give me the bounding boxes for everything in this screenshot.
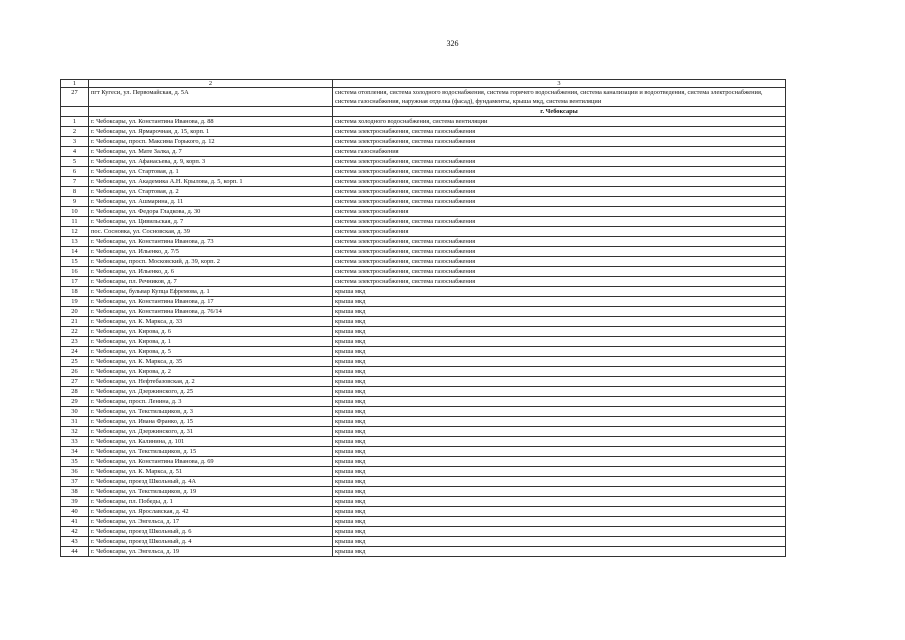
row-work: система электроснабжения, система газоснабжения	[333, 217, 786, 227]
row-work: крыша мкд	[333, 407, 786, 417]
row-address: г. Чебоксары, ул. Дзержинского, д. 31	[89, 427, 333, 437]
row-number: 35	[61, 457, 89, 467]
row-work: крыша мкд	[333, 527, 786, 537]
row-work: крыша мкд	[333, 317, 786, 327]
row-number: 18	[61, 287, 89, 297]
city-title: г. Чебоксары	[333, 107, 786, 117]
row-address: г. Чебоксары, ул. Мате Залка, д. 7	[89, 147, 333, 157]
row-address: г. Чебоксары, ул. Константина Иванова, д. 88	[89, 117, 333, 127]
table-row	[61, 157, 786, 167]
row-number: 27	[61, 377, 89, 387]
row-number: 5	[61, 157, 89, 167]
row-address: г. Чебоксары, ул. Ивана Франко, д. 15	[89, 417, 333, 427]
row-work: система холодного водоснабжения, система вентиляции	[333, 117, 786, 127]
row-address: г. Чебоксары, ул. Цивильская, д. 7	[89, 217, 333, 227]
table-row	[61, 217, 786, 227]
table-row	[61, 527, 786, 537]
row-number: 30	[61, 407, 89, 417]
row-number: 1	[61, 117, 89, 127]
table-row	[61, 277, 786, 287]
row-number: 2	[61, 127, 89, 137]
row-work: крыша мкд	[333, 497, 786, 507]
row-address: г. Чебоксары, ул. Ильенко, д. 6	[89, 267, 333, 277]
row-work: система электроснабжения, система газоснабжения	[333, 187, 786, 197]
table-row	[61, 467, 786, 477]
table-row	[61, 197, 786, 207]
row-work: крыша мкд	[333, 367, 786, 377]
row-number: 16	[61, 267, 89, 277]
table-row	[61, 317, 786, 327]
row-address: г. Чебоксары, ул. Энгельса, д. 19	[89, 547, 333, 557]
row-address: г. Чебоксары, ул. Ильенко, д. 7/5	[89, 247, 333, 257]
row-address: г. Чебоксары, ул. К. Маркса, д. 51	[89, 467, 333, 477]
row-address: г. Чебоксары, ул. Ярмарочная, д. 15, корп. 1	[89, 127, 333, 137]
table-row	[61, 517, 786, 527]
row-address: г. Чебоксары, ул. Константина Иванова, д. 76/14	[89, 307, 333, 317]
table-row	[61, 417, 786, 427]
row-work: крыша мкд	[333, 477, 786, 487]
row-address: г. Чебоксары, ул. Кирова, д. 1	[89, 337, 333, 347]
row-address: г. Чебоксары, просп. Московский, д. 39, корп. 2	[89, 257, 333, 267]
row-work: система электроснабжения, система газоснабжения	[333, 257, 786, 267]
row-number: 42	[61, 527, 89, 537]
row-work: крыша мкд	[333, 337, 786, 347]
row-number: 39	[61, 497, 89, 507]
row-number: 27	[61, 88, 89, 107]
row-address: г. Чебоксары, ул. Федора Гладкова, д. 30	[89, 207, 333, 217]
table-row	[61, 237, 786, 247]
row-work: крыша мкд	[333, 307, 786, 317]
row-work: система электроснабжения, система газоснабжения	[333, 177, 786, 187]
row-work: система газоснабжения	[333, 147, 786, 157]
row-number: 41	[61, 517, 89, 527]
row-work: крыша мкд	[333, 297, 786, 307]
table-row	[61, 427, 786, 437]
table-row	[61, 487, 786, 497]
row-number: 32	[61, 427, 89, 437]
table-row	[61, 437, 786, 447]
row-work: система электроснабжения, система газоснабжения	[333, 277, 786, 287]
row-work: крыша мкд	[333, 377, 786, 387]
table-row	[61, 457, 786, 467]
row-work: крыша мкд	[333, 507, 786, 517]
row-work: система электроснабжения, система газоснабжения	[333, 167, 786, 177]
row-address: г. Чебоксары, ул. Константина Иванова, д. 73	[89, 237, 333, 247]
row-work: система электроснабжения, система газоснабжения	[333, 127, 786, 137]
row-address: г. Чебоксары, ул. К. Маркса, д. 33	[89, 317, 333, 327]
city-section-row	[61, 107, 786, 117]
row-number: 7	[61, 177, 89, 187]
row-address: г. Чебоксары, проезд Школьный, д. 4А	[89, 477, 333, 487]
table-row	[61, 537, 786, 547]
row-number: 22	[61, 327, 89, 337]
row-number: 15	[61, 257, 89, 267]
row-number: 24	[61, 347, 89, 357]
table-row-kugesi	[61, 88, 786, 107]
row-work: крыша мкд	[333, 287, 786, 297]
page-number: 326	[446, 39, 459, 48]
table-row	[61, 207, 786, 217]
table-row	[61, 137, 786, 147]
row-address: г. Чебоксары, просп. Ленина, д. 3	[89, 397, 333, 407]
row-address: пос. Сосновка, ул. Сосновская, д. 39	[89, 227, 333, 237]
row-work: крыша мкд	[333, 467, 786, 477]
column-number-2: 2	[89, 80, 333, 88]
row-address: г. Чебоксары, ул. Дзержинского, д. 25	[89, 387, 333, 397]
row-work: крыша мкд	[333, 547, 786, 557]
row-work: крыша мкд	[333, 447, 786, 457]
table-row	[61, 477, 786, 487]
row-address: г. Чебоксары, ул. Константина Иванова, д. 17	[89, 297, 333, 307]
table-row	[61, 127, 786, 137]
table-row	[61, 347, 786, 357]
row-number: 37	[61, 477, 89, 487]
row-number: 33	[61, 437, 89, 447]
row-number: 28	[61, 387, 89, 397]
city-blank-cell	[61, 107, 89, 117]
row-work: система электроснабжения, система газоснабжения	[333, 137, 786, 147]
table-row	[61, 167, 786, 177]
table-row	[61, 147, 786, 157]
table-row	[61, 297, 786, 307]
row-address: г. Чебоксары, ул. Нефтебазовская, д. 2	[89, 377, 333, 387]
row-work: крыша мкд	[333, 327, 786, 337]
row-number: 38	[61, 487, 89, 497]
row-number: 40	[61, 507, 89, 517]
table-row	[61, 507, 786, 517]
row-work: система электроснабжения	[333, 207, 786, 217]
table-row	[61, 117, 786, 127]
table-row	[61, 397, 786, 407]
row-address: г. Чебоксары, просп. Максима Горького, д. 12	[89, 137, 333, 147]
row-number: 14	[61, 247, 89, 257]
column-number-row	[61, 80, 786, 88]
repair-schedule-table	[60, 79, 786, 557]
table-row	[61, 357, 786, 367]
row-address: г. Чебоксары, пл. Речников, д. 7	[89, 277, 333, 287]
row-number: 25	[61, 357, 89, 367]
row-address: г. Чебоксары, ул. Афанасьева, д. 9, корп. 3	[89, 157, 333, 167]
table-row	[61, 227, 786, 237]
row-number: 8	[61, 187, 89, 197]
column-number-1: 1	[61, 80, 89, 88]
row-work: крыша мкд	[333, 427, 786, 437]
row-number: 44	[61, 547, 89, 557]
row-work: крыша мкд	[333, 437, 786, 447]
row-address: г. Чебоксары, ул. Академика А.Н. Крылова, д. 5, корп. 1	[89, 177, 333, 187]
row-address: г. Чебоксары, ул. Константина Иванова, д. 69	[89, 457, 333, 467]
row-work: крыша мкд	[333, 387, 786, 397]
table-row	[61, 187, 786, 197]
row-number: 20	[61, 307, 89, 317]
row-address: г. Чебоксары, бульвар Купца Ефремова, д. 1	[89, 287, 333, 297]
row-number: 13	[61, 237, 89, 247]
row-address: г. Чебоксары, ул. Ярославская, д. 42	[89, 507, 333, 517]
row-number: 21	[61, 317, 89, 327]
table-row	[61, 337, 786, 347]
row-work: крыша мкд	[333, 517, 786, 527]
row-number: 34	[61, 447, 89, 457]
row-address: г. Чебоксары, ул. Энгельса, д. 17	[89, 517, 333, 527]
row-address: г. Чебоксары, ул. Калинина, д. 101	[89, 437, 333, 447]
row-address: пгт Кугеси, ул. Первомайская, д. 5А	[89, 88, 333, 107]
table-row	[61, 497, 786, 507]
row-number: 29	[61, 397, 89, 407]
row-number: 23	[61, 337, 89, 347]
row-number: 43	[61, 537, 89, 547]
row-number: 3	[61, 137, 89, 147]
row-work: система электроснабжения, система газоснабжения	[333, 197, 786, 207]
row-work: крыша мкд	[333, 487, 786, 497]
row-number: 26	[61, 367, 89, 377]
table-row	[61, 287, 786, 297]
table-row	[61, 247, 786, 257]
table-row	[61, 387, 786, 397]
table-row	[61, 377, 786, 387]
row-work: система электроснабжения	[333, 227, 786, 237]
row-number: 9	[61, 197, 89, 207]
row-number: 11	[61, 217, 89, 227]
row-work: система электроснабжения, система газоснабжения	[333, 247, 786, 257]
row-number: 4	[61, 147, 89, 157]
row-address: г. Чебоксары, ул. Ашмарина, д. 11	[89, 197, 333, 207]
table-row	[61, 267, 786, 277]
table-row	[61, 367, 786, 377]
row-number: 19	[61, 297, 89, 307]
row-work: крыша мкд	[333, 537, 786, 547]
row-address: г. Чебоксары, ул. Текстильщиков, д. 3	[89, 407, 333, 417]
row-address: г. Чебоксары, ул. Кирова, д. 6	[89, 327, 333, 337]
row-work: система электроснабжения, система газоснабжения	[333, 237, 786, 247]
row-work: крыша мкд	[333, 347, 786, 357]
table-row	[61, 257, 786, 267]
row-address: г. Чебоксары, пл. Победы, д. 1	[89, 497, 333, 507]
row-work: крыша мкд	[333, 457, 786, 467]
row-address: г. Чебоксары, проезд Школьный, д. 6	[89, 527, 333, 537]
row-address: г. Чебоксары, проезд Школьный, д. 4	[89, 537, 333, 547]
row-address: г. Чебоксары, ул. Текстильщиков, д. 15	[89, 447, 333, 457]
row-address: г. Чебоксары, ул. Стартовая, д. 2	[89, 187, 333, 197]
city-blank-cell	[89, 107, 333, 117]
row-work: система отопления, система холодного водоснабжения, система горячего водоснабжения, система канализации и водоотведения, система электроснабжения, система газоснабжения, наружная отделка (фасад), фундаменты, крыша мкд, система вентиляции	[333, 88, 786, 107]
row-work: крыша мкд	[333, 357, 786, 367]
row-address: г. Чебоксары, ул. Текстильщиков, д. 19	[89, 487, 333, 497]
table-row	[61, 407, 786, 417]
row-number: 31	[61, 417, 89, 427]
row-number: 17	[61, 277, 89, 287]
row-work: крыша мкд	[333, 417, 786, 427]
row-address: г. Чебоксары, ул. Кирова, д. 5	[89, 347, 333, 357]
row-address: г. Чебоксары, ул. Стартовая, д. 1	[89, 167, 333, 177]
row-number: 6	[61, 167, 89, 177]
row-work: крыша мкд	[333, 397, 786, 407]
table-row	[61, 547, 786, 557]
row-number: 36	[61, 467, 89, 477]
row-work: система электроснабжения, система газоснабжения	[333, 157, 786, 167]
row-number: 10	[61, 207, 89, 217]
row-number: 12	[61, 227, 89, 237]
column-number-3: 3	[333, 80, 786, 88]
row-work: система электроснабжения, система газоснабжения	[333, 267, 786, 277]
row-address: г. Чебоксары, ул. Кирова, д. 2	[89, 367, 333, 377]
row-address: г. Чебоксары, ул. К. Маркса, д. 35	[89, 357, 333, 367]
table-row	[61, 447, 786, 457]
table-row	[61, 307, 786, 317]
table-row	[61, 177, 786, 187]
table-row	[61, 327, 786, 337]
